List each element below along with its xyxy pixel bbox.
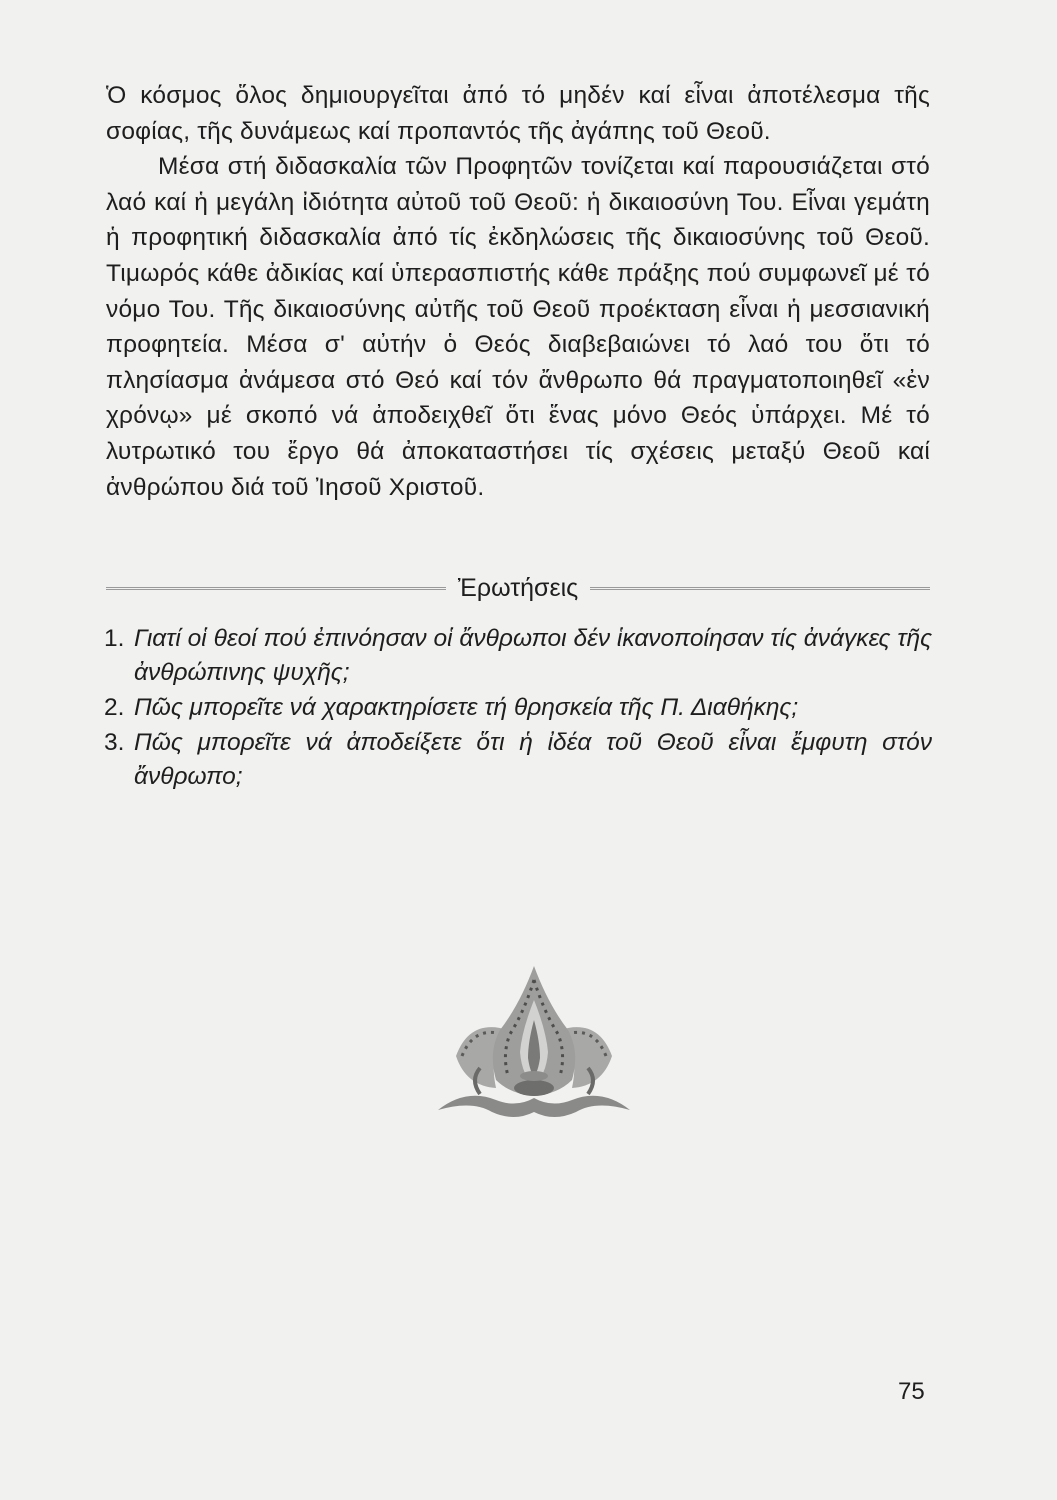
- question-text: Πῶς μπορεῖτε νά ἀποδείξετε ὅτι ἡ ἰδέα τοῦ Θεοῦ εἶναι ἔμφυτη στόν ἄνθρωπο;: [134, 729, 932, 790]
- question-number: 1.: [104, 625, 125, 652]
- paragraph-2: Μέσα στή διδασκαλία τῶν Προφητῶν τονίζεται καί παρουσιάζεται στό λαό καί ἡ μεγάλη ἰδιότητα αὐτοῦ τοῦ Θεοῦ: ἡ δικαιοσύνη Του. Εἶναι γεμάτη ἡ προφητική διδασκαλία ἀπό τίς ἐκδηλώσεις τῆς δικαιοσύνης τοῦ Θεοῦ. Τιμωρός κάθε ἀδικίας καί ὑπερασπιστής κάθε πράξης πού συμφωνεῖ μέ τό νόμο Του. Τῆς δικαιοσύνης αὐτῆς τοῦ Θεοῦ προέκταση εἶναι ἡ μεσσιανική προφητεία. Μέσα σ' αὐτήν ὁ Θεός διαβεβαιώνει τό λαό του ὅτι τό πλησίασμα ἀνάμεσα στό Θεό καί τόν ἄνθρωπο θά πραγματοποιηθεῖ «ἐν χρόνῳ» μέ σκοπό νά ἀποδειχθεῖ ὅτι ἕνας μόνο Θεός ὑπάρχει. Μέ τό λυτρωτικό του ἔργο θά ἀποκαταστήσει τίς σχέσεις μεταξύ Θεοῦ καί ἀνθρώπου διά τοῦ Ἰησοῦ Χριστοῦ.: [106, 153, 930, 501]
- question-text: Γιατί οἱ θεοί πού ἐπινόησαν οἱ ἄνθρωποι δέν ἱκανοποίησαν τίς ἀνάγκες τῆς ἀνθρώπινης ψυχῆς;: [134, 625, 932, 686]
- questions-heading: [106, 568, 930, 608]
- heading-rule-left: [106, 587, 446, 590]
- question-text: Πῶς μπορεῖτε νά χαρακτηρίσετε τή θρησκεία τῆς Π. Διαθήκης;: [134, 694, 799, 721]
- lotus-ornament-icon: [436, 960, 632, 1124]
- page-number: 75: [898, 1378, 925, 1405]
- body-text: [106, 78, 930, 505]
- questions-title: Ἐρωτήσεις: [457, 573, 579, 602]
- question-number: 3.: [104, 729, 125, 756]
- paragraph-1: Ὁ κόσμος ὅλος δημιουργεῖται ἀπό τό μηδέν καί εἶναι ἀποτέλεσμα τῆς σοφίας, τῆς δυνάμεως καί προπαντός τῆς ἀγάπης τοῦ Θεοῦ.: [106, 82, 930, 145]
- question-number: 2.: [104, 694, 125, 721]
- heading-rule-right: [590, 587, 930, 590]
- question-item: [104, 691, 932, 725]
- question-item: [104, 726, 932, 794]
- question-item: [104, 622, 932, 690]
- questions-list: [104, 622, 932, 795]
